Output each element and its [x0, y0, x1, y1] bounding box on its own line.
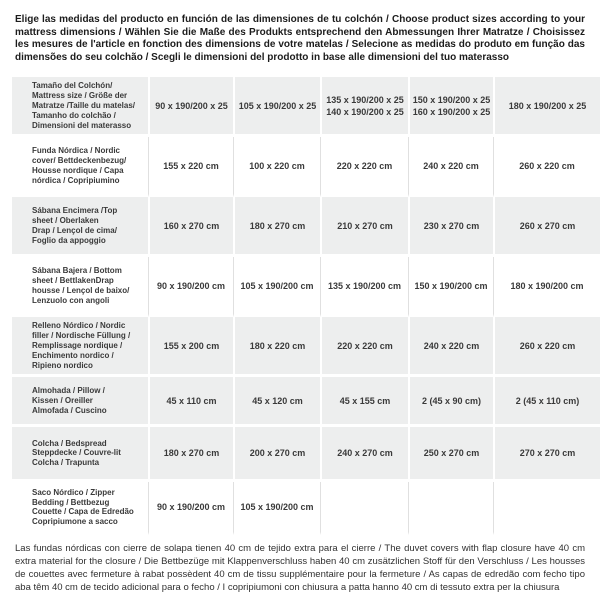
table-row-zipper-bedding: [12, 482, 600, 535]
size-table: [12, 77, 600, 535]
size-cell: 135 x 190/200 cm: [320, 257, 408, 317]
product-size-instructions: Elige las medidas del producto en función de las dimensiones de tu colchón / Choose product sizes according to your mattress dimensions / Wählen Sie die Maße des Produkts entsprechend den Abmessungen Ihrer Matratze / Choisissez les mesures de l'article en fonction des dimensions de votre matelas / Selecione as medidas do produto em função das dimensões do seu colchão / Scegli le dimensioni del prodotto in base alle dimensioni del tuo materasso: [15, 14, 585, 63]
size-cell: 180 x 190/200 x 25: [493, 77, 600, 137]
size-cell: 210 x 270 cm: [320, 197, 408, 257]
size-cell: 180 x 220 cm: [233, 317, 320, 377]
size-cell: 100 x 220 cm: [233, 137, 320, 197]
table-row-mattress-size: [12, 77, 600, 137]
size-cell: 45 x 120 cm: [233, 377, 320, 427]
size-cell: 260 x 220 cm: [493, 317, 600, 377]
size-cell: 180 x 270 cm: [148, 427, 233, 482]
table-row-nordic-cover: [12, 137, 600, 197]
size-cell: 270 x 270 cm: [493, 427, 600, 482]
row-label: Tamaño del Colchón/ Mattress size / Größe der Matratze /Taille du matelas/ Tamanho do colchão / Dimensioni del materasso: [12, 77, 148, 137]
size-cell: 90 x 190/200 cm: [148, 482, 233, 535]
size-cell: [408, 482, 493, 535]
size-cell: 45 x 155 cm: [320, 377, 408, 427]
size-cell: 200 x 270 cm: [233, 427, 320, 482]
table-row-top-sheet: [12, 197, 600, 257]
size-cell: [320, 482, 408, 535]
size-cell: 220 x 220 cm: [320, 317, 408, 377]
table-row-bedspread: [12, 427, 600, 482]
size-cell: 45 x 110 cm: [148, 377, 233, 427]
table-row-bottom-sheet: [12, 257, 600, 317]
size-cell: 150 x 190/200 cm: [408, 257, 493, 317]
size-cell: 150 x 190/200 x 25 160 x 190/200 x 25: [408, 77, 493, 137]
size-cell: 260 x 270 cm: [493, 197, 600, 257]
table-row-pillow: [12, 377, 600, 427]
size-cell: 220 x 220 cm: [320, 137, 408, 197]
size-cell: 90 x 190/200 cm: [148, 257, 233, 317]
size-cell: 2 (45 x 90 cm): [408, 377, 493, 427]
size-cell: 155 x 220 cm: [148, 137, 233, 197]
table-row-nordic-filler: [12, 317, 600, 377]
size-cell: 90 x 190/200 x 25: [148, 77, 233, 137]
row-label: Relleno Nórdico / Nordic filler / Nordische Füllung / Remplissage nordique / Enchimento nordico / Ripieno nordico: [12, 317, 148, 377]
size-cell: 240 x 220 cm: [408, 137, 493, 197]
size-cell: 240 x 220 cm: [408, 317, 493, 377]
size-cell: 105 x 190/200 cm: [233, 482, 320, 535]
duvet-flap-closure-note: Las fundas nórdicas con cierre de solapa tienen 40 cm de tejido extra para el cierre / The duvet covers with flap closure have 40 cm extra material for the closure / Die Bettbezüge mit Klappenverschluss haben 40 cm zusätzlichen Stoff für den Verschluss / Les housses de couettes avec fermeture à rabat possèdent 40 cm de tissu supplémentaire pour la fermeture / As capas de edredão com fecho tipo aba têm 40 cm de tecido adicional para o fecho / I copripiumoni con chiusura a patta hanno 40 cm di tessuto extra per la chiusura: [15, 543, 585, 594]
size-cell: 180 x 190/200 cm: [493, 257, 600, 317]
row-label: Saco Nórdico / Zipper Bedding / Bettbezug Couette / Capa de Edredão Copripiumone a sacco: [12, 482, 148, 535]
row-label: Colcha / Bedspread Steppdecke / Couvre-lit Colcha / Trapunta: [12, 427, 148, 482]
size-cell: 2 (45 x 110 cm): [493, 377, 600, 427]
size-cell: 105 x 190/200 x 25: [233, 77, 320, 137]
row-label: Funda Nórdica / Nordic cover/ Bettdeckenbezug/ Housse nordique / Capa nórdica / Copripiumino: [12, 137, 148, 197]
size-cell: 180 x 270 cm: [233, 197, 320, 257]
size-cell: 230 x 270 cm: [408, 197, 493, 257]
size-cell: 135 x 190/200 x 25 140 x 190/200 x 25: [320, 77, 408, 137]
size-cell: [493, 482, 600, 535]
row-label: Sábana Bajera / Bottom sheet / BettlakenDrap housse / Lençol de baixo/ Lenzuolo con angoli: [12, 257, 148, 317]
size-cell: 160 x 270 cm: [148, 197, 233, 257]
row-label: Sábana Encimera /Top sheet / Oberlaken Drap / Lençol de cima/ Foglio da appoggio: [12, 197, 148, 257]
row-label: Almohada / Pillow / Kissen / Oreiller Almofada / Cuscino: [12, 377, 148, 427]
size-cell: 155 x 200 cm: [148, 317, 233, 377]
size-cell: 240 x 270 cm: [320, 427, 408, 482]
size-cell: 105 x 190/200 cm: [233, 257, 320, 317]
size-cell: 260 x 220 cm: [493, 137, 600, 197]
size-cell: 250 x 270 cm: [408, 427, 493, 482]
